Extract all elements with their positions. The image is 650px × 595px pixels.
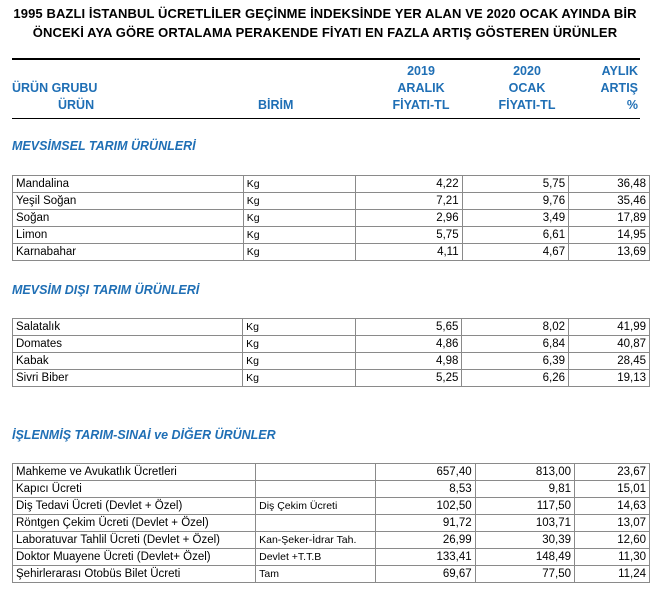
monthly-increase: 13,69 bbox=[569, 244, 650, 261]
header-2020-col bbox=[482, 63, 572, 114]
table-row bbox=[13, 176, 650, 193]
monthly-increase: 35,46 bbox=[569, 193, 650, 210]
price-2020: 6,84 bbox=[462, 336, 569, 353]
monthly-increase: 11,30 bbox=[575, 549, 650, 566]
price-2020: 30,39 bbox=[475, 532, 574, 549]
monthly-increase: 11,24 bbox=[575, 566, 650, 583]
price-2020: 6,39 bbox=[462, 353, 569, 370]
product-unit: Kan-Şeker-İdrar Tah. bbox=[256, 532, 376, 549]
product-name: Karnabahar bbox=[13, 244, 244, 261]
product-name: Şehirlerarası Otobüs Bilet Ücreti bbox=[13, 566, 256, 583]
product-unit: Kg bbox=[243, 319, 356, 336]
header-group-label: ÜRÜN GRUBU bbox=[12, 81, 98, 95]
header-pct-symbol: % bbox=[626, 98, 638, 112]
price-2019: 133,41 bbox=[376, 549, 475, 566]
product-name: Diş Tedavi Ücreti (Devlet + Özel) bbox=[13, 498, 256, 515]
header-pct-increase: ARTIŞ bbox=[600, 81, 638, 95]
table-row bbox=[13, 532, 650, 549]
product-unit bbox=[256, 515, 376, 532]
header-2020-month: OCAK bbox=[508, 81, 546, 95]
monthly-increase: 23,67 bbox=[575, 464, 650, 481]
product-name: Röntgen Çekim Ücreti (Devlet + Özel) bbox=[13, 515, 256, 532]
table-off-season bbox=[12, 318, 650, 387]
product-unit: Kg bbox=[243, 227, 355, 244]
table-row bbox=[13, 193, 650, 210]
header-2019-price: FİYATI-TL bbox=[392, 98, 450, 112]
section-title-off-season: MEVSİM DIŞI TARIM ÜRÜNLERİ bbox=[12, 283, 200, 297]
price-2019: 5,75 bbox=[356, 227, 462, 244]
monthly-increase: 36,48 bbox=[569, 176, 650, 193]
header-2019-col bbox=[376, 63, 466, 114]
price-2020: 5,75 bbox=[462, 176, 568, 193]
price-2019: 7,21 bbox=[356, 193, 462, 210]
price-2019: 2,96 bbox=[356, 210, 462, 227]
price-2020: 8,02 bbox=[462, 319, 569, 336]
table-row bbox=[13, 227, 650, 244]
product-name: Mandalina bbox=[13, 176, 244, 193]
price-2020: 4,67 bbox=[462, 244, 568, 261]
table-row bbox=[13, 464, 650, 481]
product-name: Sivri Biber bbox=[13, 370, 243, 387]
product-unit: Kg bbox=[243, 193, 355, 210]
product-unit: Kg bbox=[243, 244, 355, 261]
product-name: Salatalık bbox=[13, 319, 243, 336]
monthly-increase: 41,99 bbox=[569, 319, 650, 336]
table-row bbox=[13, 353, 650, 370]
header-unit-label: BİRİM bbox=[258, 98, 294, 112]
product-name: Kapıcı Ücreti bbox=[13, 481, 256, 498]
monthly-increase: 13,07 bbox=[575, 515, 650, 532]
product-name: Laboratuvar Tahlil Ücreti (Devlet + Özel) bbox=[13, 532, 256, 549]
price-2020: 117,50 bbox=[475, 498, 574, 515]
product-unit: Kg bbox=[243, 336, 356, 353]
monthly-increase: 15,01 bbox=[575, 481, 650, 498]
header-2020-price: FİYATI-TL bbox=[498, 98, 556, 112]
price-2019: 4,98 bbox=[355, 353, 462, 370]
price-2019: 8,53 bbox=[376, 481, 475, 498]
price-2019: 5,65 bbox=[355, 319, 462, 336]
table-seasonal bbox=[12, 175, 650, 261]
product-unit: Kg bbox=[243, 176, 355, 193]
page-title-line-1: 1995 BAZLI İSTANBUL ÜCRETLİLER GEÇİNME İNDEKSİNDE YER ALAN VE 2020 OCAK AYINDA BİR bbox=[13, 6, 637, 21]
monthly-increase: 17,89 bbox=[569, 210, 650, 227]
price-2019: 4,11 bbox=[356, 244, 462, 261]
price-2020: 6,61 bbox=[462, 227, 568, 244]
table-row bbox=[13, 244, 650, 261]
section-title-seasonal: MEVSİMSEL TARIM ÜRÜNLERİ bbox=[12, 139, 196, 153]
page-title-line-2: ÖNCEKİ AYA GÖRE ORTALAMA PERAKENDE FİYATI EN FAZLA ARTIŞ GÖSTEREN ÜRÜNLER bbox=[32, 25, 618, 40]
table-row bbox=[13, 549, 650, 566]
price-2019: 91,72 bbox=[376, 515, 475, 532]
table-row bbox=[13, 498, 650, 515]
header-2019-year: 2019 bbox=[407, 64, 435, 78]
table-row bbox=[13, 515, 650, 532]
price-2020: 813,00 bbox=[475, 464, 574, 481]
price-2020: 9,81 bbox=[475, 481, 574, 498]
product-name: Kabak bbox=[13, 353, 243, 370]
price-2020: 103,71 bbox=[475, 515, 574, 532]
price-2019: 5,25 bbox=[355, 370, 462, 387]
product-name: Mahkeme ve Avukatlık Ücretleri bbox=[13, 464, 256, 481]
monthly-increase: 14,95 bbox=[569, 227, 650, 244]
product-unit: Kg bbox=[243, 210, 355, 227]
table-row bbox=[13, 336, 650, 353]
header-pct-monthly: AYLIK bbox=[601, 64, 638, 78]
price-2020: 77,50 bbox=[475, 566, 574, 583]
product-name: Doktor Muayene Ücreti (Devlet+ Özel) bbox=[13, 549, 256, 566]
product-unit: Diş Çekim Ücreti bbox=[256, 498, 376, 515]
table-processed bbox=[12, 463, 650, 583]
product-unit: Devlet +T.T.B bbox=[256, 549, 376, 566]
section-title-processed: İŞLENMİŞ TARIM-SINAİ ve DİĞER ÜRÜNLER bbox=[12, 428, 276, 442]
product-name: Soğan bbox=[13, 210, 244, 227]
monthly-increase: 12,60 bbox=[575, 532, 650, 549]
header-pct-col bbox=[580, 63, 638, 114]
price-2019: 69,67 bbox=[376, 566, 475, 583]
table-row bbox=[13, 210, 650, 227]
header-product-label: ÜRÜN bbox=[58, 98, 95, 112]
product-name: Limon bbox=[13, 227, 244, 244]
product-unit bbox=[256, 464, 376, 481]
price-2019: 657,40 bbox=[376, 464, 475, 481]
table-row bbox=[13, 566, 650, 583]
price-2020: 9,76 bbox=[462, 193, 568, 210]
product-name: Yeşil Soğan bbox=[13, 193, 244, 210]
monthly-increase: 14,63 bbox=[575, 498, 650, 515]
product-name: Domates bbox=[13, 336, 243, 353]
price-2019: 4,22 bbox=[356, 176, 462, 193]
price-2020: 6,26 bbox=[462, 370, 569, 387]
table-row bbox=[13, 481, 650, 498]
header-bottom-rule bbox=[12, 118, 640, 119]
price-2019: 102,50 bbox=[376, 498, 475, 515]
monthly-increase: 19,13 bbox=[569, 370, 650, 387]
price-2019: 4,86 bbox=[355, 336, 462, 353]
product-unit bbox=[256, 481, 376, 498]
monthly-increase: 40,87 bbox=[569, 336, 650, 353]
product-unit: Tam bbox=[256, 566, 376, 583]
product-unit: Kg bbox=[243, 353, 356, 370]
price-2020: 3,49 bbox=[462, 210, 568, 227]
table-row bbox=[13, 370, 650, 387]
table-row bbox=[13, 319, 650, 336]
product-unit: Kg bbox=[243, 370, 356, 387]
monthly-increase: 28,45 bbox=[569, 353, 650, 370]
header-2019-month: ARALIK bbox=[397, 81, 445, 95]
header-group-col bbox=[12, 80, 97, 114]
header-top-rule bbox=[12, 58, 640, 60]
header-2020-year: 2020 bbox=[513, 64, 541, 78]
price-2019: 26,99 bbox=[376, 532, 475, 549]
price-2020: 148,49 bbox=[475, 549, 574, 566]
